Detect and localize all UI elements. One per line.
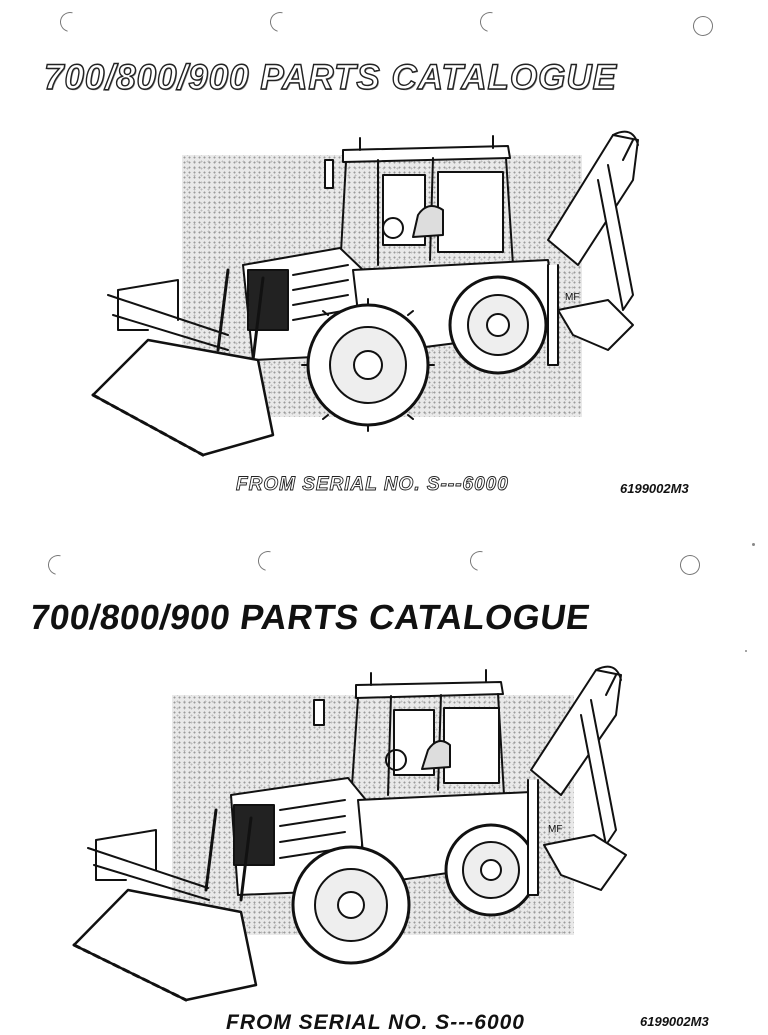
page-title: 700/800/900 PARTS CATALOGUE xyxy=(27,598,593,637)
punch-hole-icon xyxy=(266,8,293,35)
punch-hole-icon xyxy=(466,547,493,574)
backhoe-loader-illustration xyxy=(66,660,646,1005)
punch-hole-icon xyxy=(254,547,281,574)
serial-number-label: FROM SERIAL NO. S---6000 xyxy=(226,1011,525,1034)
punch-hole-icon xyxy=(689,12,716,39)
scan-speck xyxy=(745,650,747,652)
svg-text:MF: MF xyxy=(565,292,580,303)
punch-hole-icon xyxy=(44,551,71,578)
part-number: 6199002M3 xyxy=(640,1014,709,1029)
page-title: 700/800/900 PARTS CATALOGUE xyxy=(44,58,617,97)
serial-number-label: FROM SERIAL NO. S---6000 xyxy=(236,474,509,495)
punch-hole-icon xyxy=(676,551,703,578)
scan-speck xyxy=(752,543,755,546)
punch-hole-icon xyxy=(56,8,83,35)
svg-text:MF: MF xyxy=(548,824,563,835)
backhoe-loader-illustration xyxy=(78,120,648,470)
punch-hole-icon xyxy=(476,8,503,35)
part-number: 6199002M3 xyxy=(620,481,689,496)
